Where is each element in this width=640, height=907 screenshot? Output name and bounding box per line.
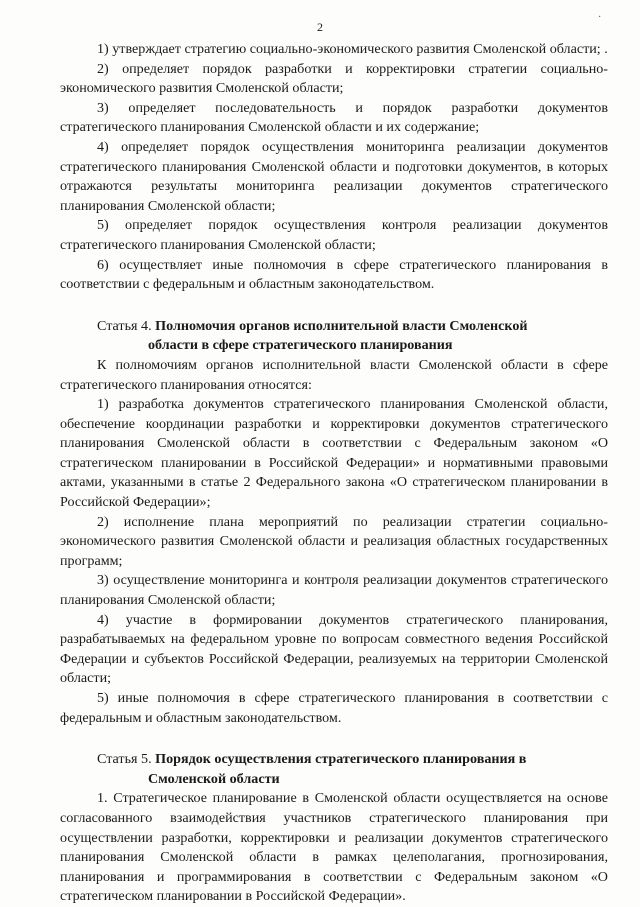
- article-5-heading: [60, 750, 608, 789]
- article-title-continued: Смоленской области: [148, 770, 280, 787]
- list-item: 2) определяет порядок разработки и корректировки стратегии социально-экономического развития Смоленской области;: [60, 60, 608, 97]
- list-item: 2) исполнение плана мероприятий по реализации стратегии социально-экономического развития Смоленской области и реализация областных государственных программ;: [60, 513, 608, 569]
- page-number: 2: [317, 20, 323, 34]
- section-powers-list: [60, 40, 608, 295]
- list-item: 6) осуществляет иные полномочия в сфере стратегического планирования в соответствии с федеральным и областным законодательством.: [60, 256, 608, 293]
- list-item: 3) осуществление мониторинга и контроля реализации документов стратегического планирования Смоленской области;: [60, 572, 608, 609]
- list-item: 5) определяет порядок осуществления контроля реализации документов стратегического планирования Смоленской области;: [60, 217, 608, 253]
- list-item: 4) участие в формировании документов стратегического планирования, разрабатываемых на федеральном уровне по вопросам совместного ведения Российской Федерации и субъектов Российской Федерации, реализуемых на территории Смоленской области;: [60, 611, 608, 687]
- list-item: 1) разработка документов стратегического планирования Смоленской области, обеспечение координации разработки и корректировки документов стратегического планирования Смоленской области в соответствии с Федеральным законом «О стратегическом планировании в Российской Федерации» и нормативными правовыми актами, указанными в статье 2 Федерального закона «О стратегическом планировании в Российской Федерации»;: [60, 396, 608, 511]
- article-title: Порядок осуществления стратегического планирования в: [155, 751, 527, 768]
- article-intro: К полномочиям органов исполнительной власти Смоленской области в сфере стратегического планирования относятся:: [60, 356, 608, 393]
- list-item: 1. Стратегическое планирование в Смоленской области осуществляется на основе согласованного взаимодействия участников стратегического планирования при осуществлении разработки, корректировки и реализации документов стратегического планирования Смоленской области в рамках целеполагания, прогнозирования, планирования и программирования в соответствии с Федеральным законом «О стратегическом планировании в Российской Федерации».: [60, 790, 608, 905]
- list-item: 4) определяет порядок осуществления мониторинга реализации документов стратегического планирования Смоленской области и подготовки документов, в которых отражаются результаты мониторинга реализации документов стратегического планирования Смоленской области;: [60, 138, 608, 214]
- scan-mark: ·: [598, 12, 602, 23]
- article-title-continued: области в сфере стратегического планирования: [148, 337, 453, 354]
- article-prefix: Статья 4.: [97, 317, 156, 334]
- article-4-heading: [60, 317, 608, 356]
- list-item: 1) утверждает стратегию социально-экономического развития Смоленской области; .: [97, 41, 608, 57]
- document-body: [60, 40, 608, 907]
- article-prefix: Статья 5.: [97, 751, 156, 768]
- article-title: Полномочия органов исполнительной власти Смоленской: [155, 317, 528, 334]
- list-item: 5) иные полномочия в сфере стратегического планирования в соответствии с федеральным и областным законодательством.: [60, 690, 608, 726]
- list-item: 3) определяет последовательность и порядок разработки документов стратегического планирования Смоленской области и их содержание;: [60, 99, 608, 136]
